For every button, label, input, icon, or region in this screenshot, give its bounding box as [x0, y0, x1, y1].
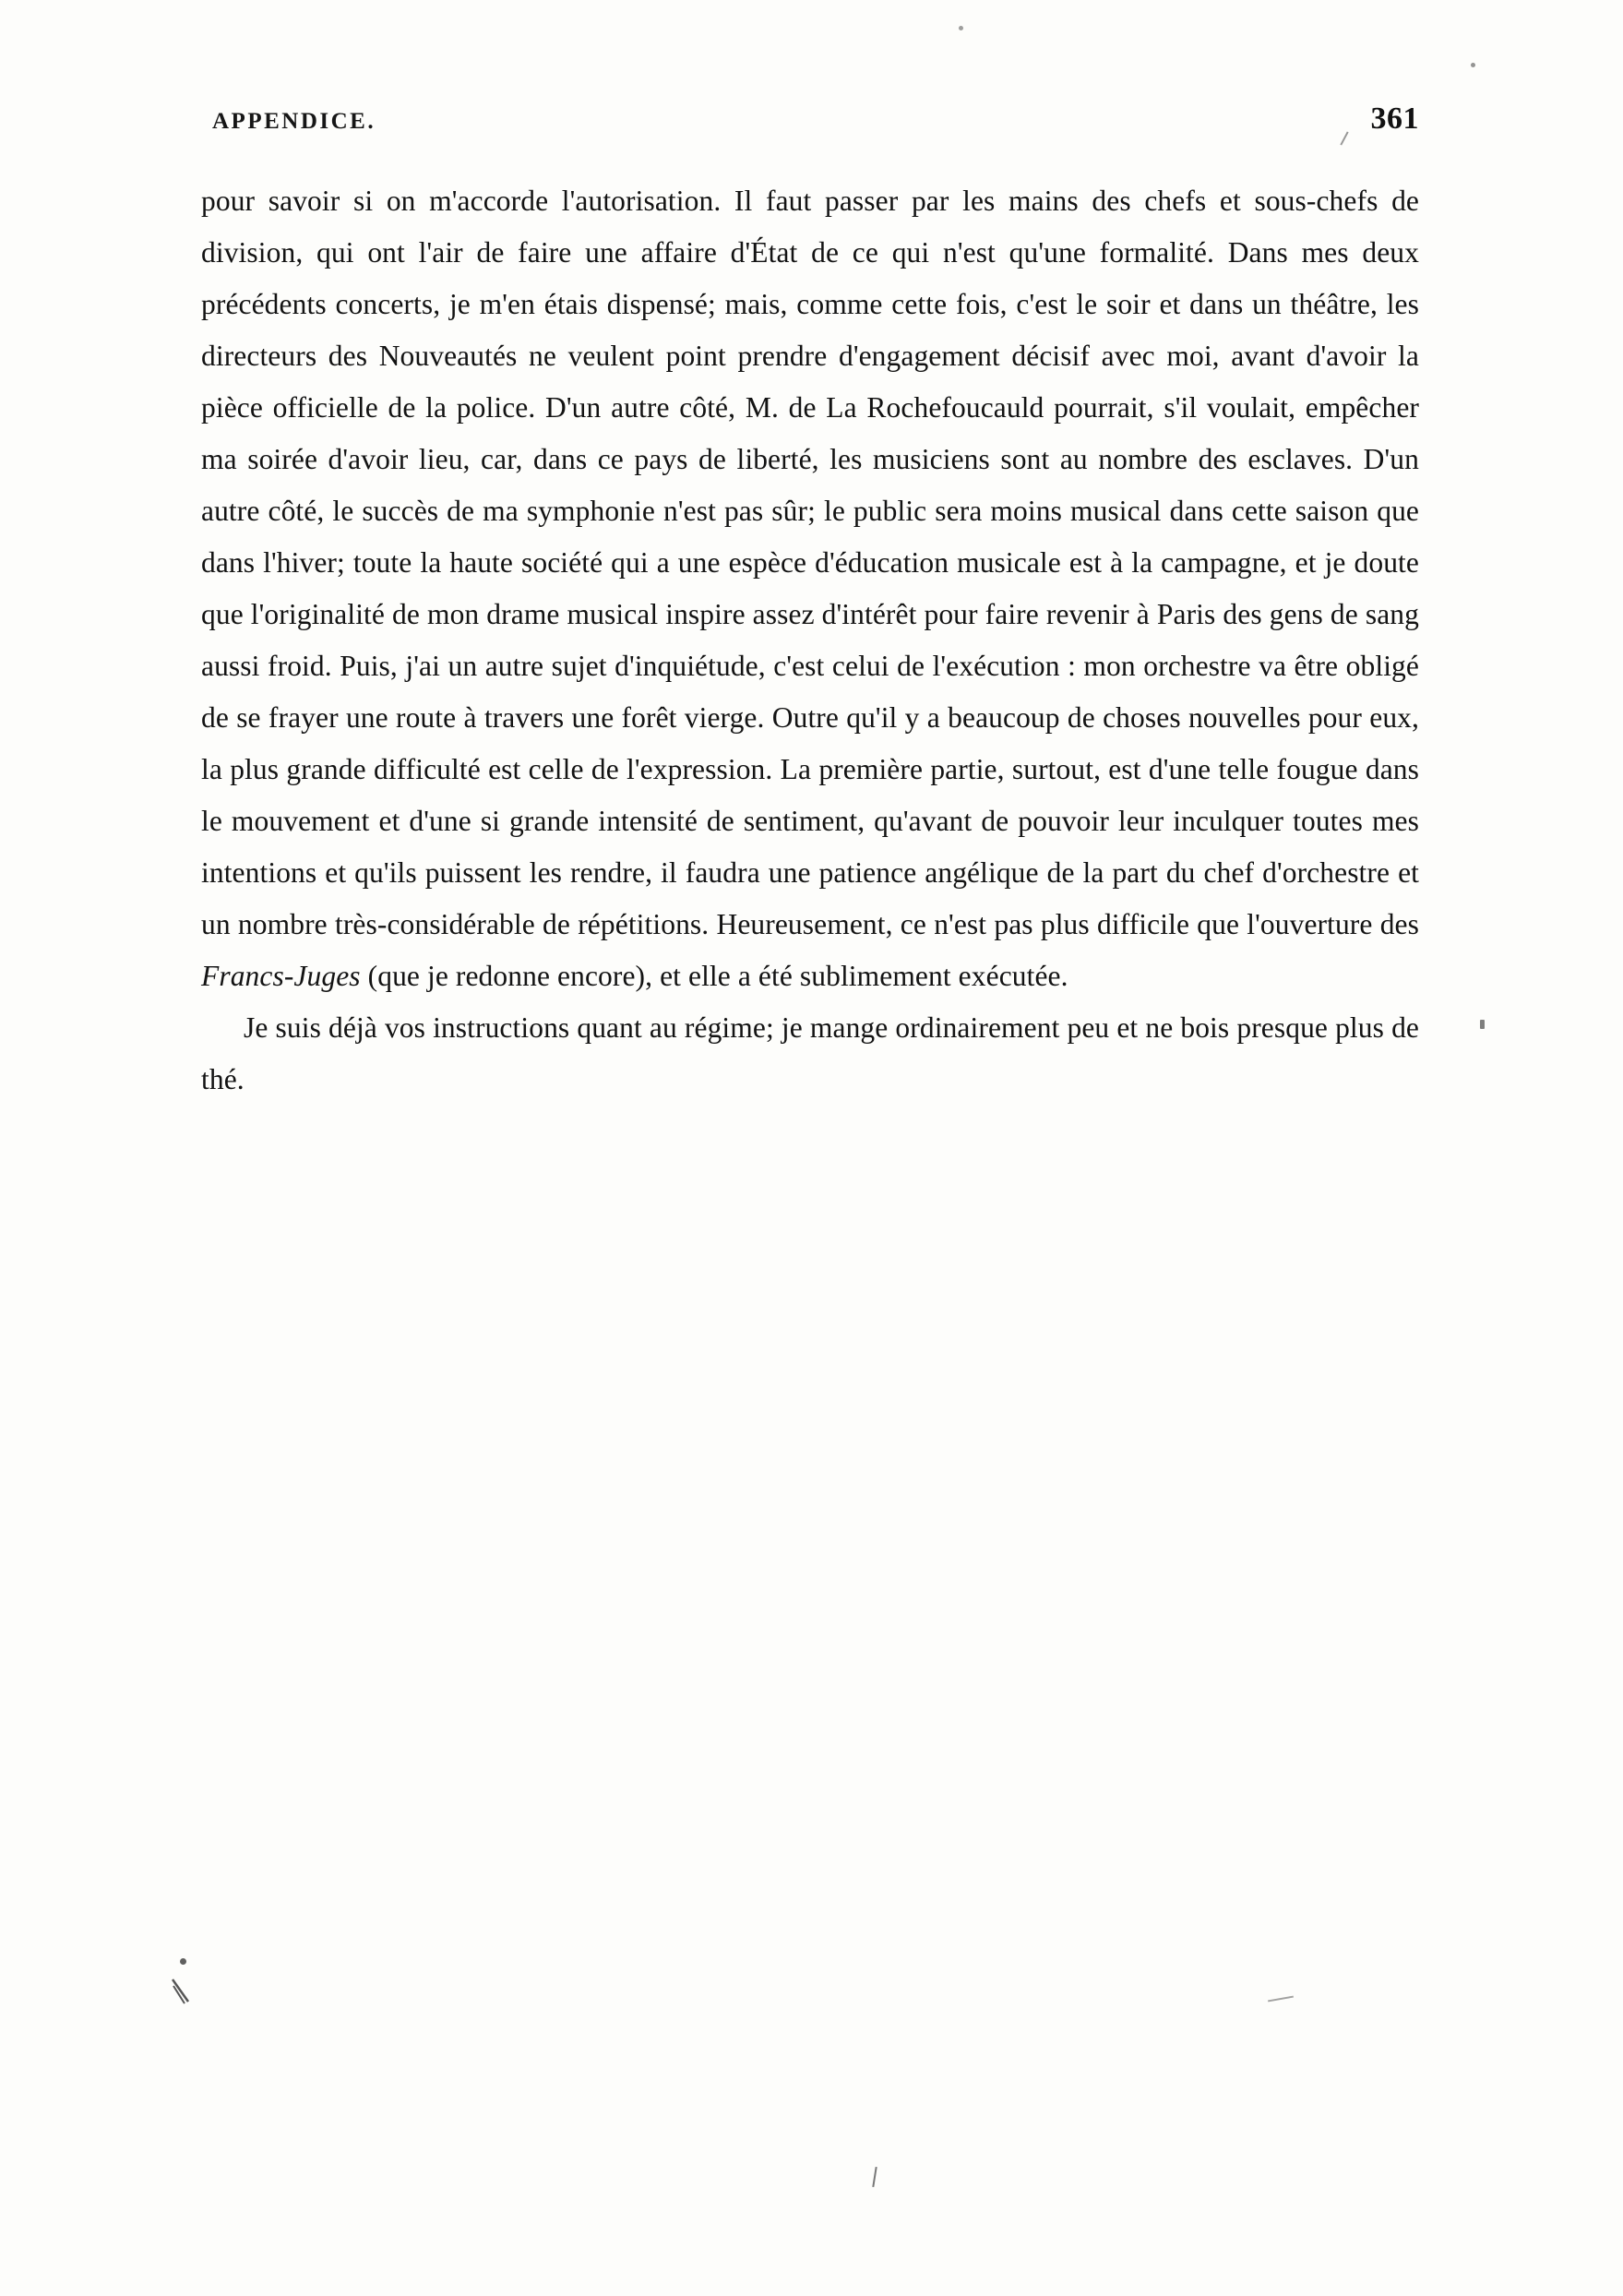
paragraph-2: Je suis déjà vos instructions quant au régime; je mange ordinairement peu et ne bois presque plus de thé. — [201, 1011, 1419, 1095]
work-title-francs-juges: Francs-Juges — [201, 960, 361, 992]
paragraph-1-continuation: (que je redonne encore), et elle a été sublimement exécutée. — [360, 960, 1068, 992]
scan-speck-left — [180, 1958, 186, 1965]
scan-speck-right — [1480, 1020, 1485, 1029]
page-number: 361 — [1370, 102, 1419, 136]
scan-mark-bottom — [872, 2167, 877, 2187]
paragraph-1 — [201, 175, 1419, 1002]
running-head: APPENDICE. — [212, 109, 376, 134]
scan-mark-above-last-line — [1268, 1996, 1294, 2003]
body-text — [201, 175, 1419, 1106]
page-content — [201, 102, 1419, 1106]
paragraph-1-text: pour savoir si on m'accorde l'autorisation. Il faut passer par les mains des chefs et sous-chefs de division, qui ont l'air de faire une affaire d'État de ce qui n'est qu'une formalité. Dans mes deux précédents concerts, je m'en étais dispensé; mais, comme cette fois, c'est le soir et dans un théâtre, les directeurs des Nouveautés ne veulent point prendre d'engagement décisif avec moi, avant d'avoir la pièce officielle de la police. D'un autre côté, M. de La Rochefoucauld pourrait, s'il voulait, empêcher ma soirée d'avoir lieu, car, dans ce pays de liberté, les musiciens sont au nombre des esclaves. D'un autre côté, le succès de ma symphonie n'est pas sûr; le public sera moins musical dans cette saison que dans l'hiver; toute la haute société qui a une espèce d'éducation musicale est à la campagne, et je doute que l'originalité de mon drame musical inspire assez d'intérêt pour faire revenir à Paris des gens de sang aussi froid. Puis, j'ai un autre sujet d'inquiétude, c'est celui de l'exécution : mon orchestre va être obligé de se frayer une route à travers une forêt vierge. Outre qu'il y a beaucoup de choses nouvelles pour eux, la plus grande difficulté est celle de l'expression. La première partie, surtout, est d'une telle fougue dans le mouvement et d'une si grande intensité de sentiment, qu'avant de pouvoir leur inculquer toutes mes intentions et qu'ils puissent les rendre, il faudra une patience angélique de la part du chef d'orchestre et un nombre très-considérable de répétitions. Heureusement, ce n'est pas plus difficile que l'ouverture des — [201, 185, 1419, 940]
page-header — [201, 102, 1419, 137]
scan-pen-mark-left — [172, 1978, 192, 2005]
scan-speck-top-middle — [959, 26, 963, 30]
scan-speck-top-right — [1471, 63, 1475, 67]
